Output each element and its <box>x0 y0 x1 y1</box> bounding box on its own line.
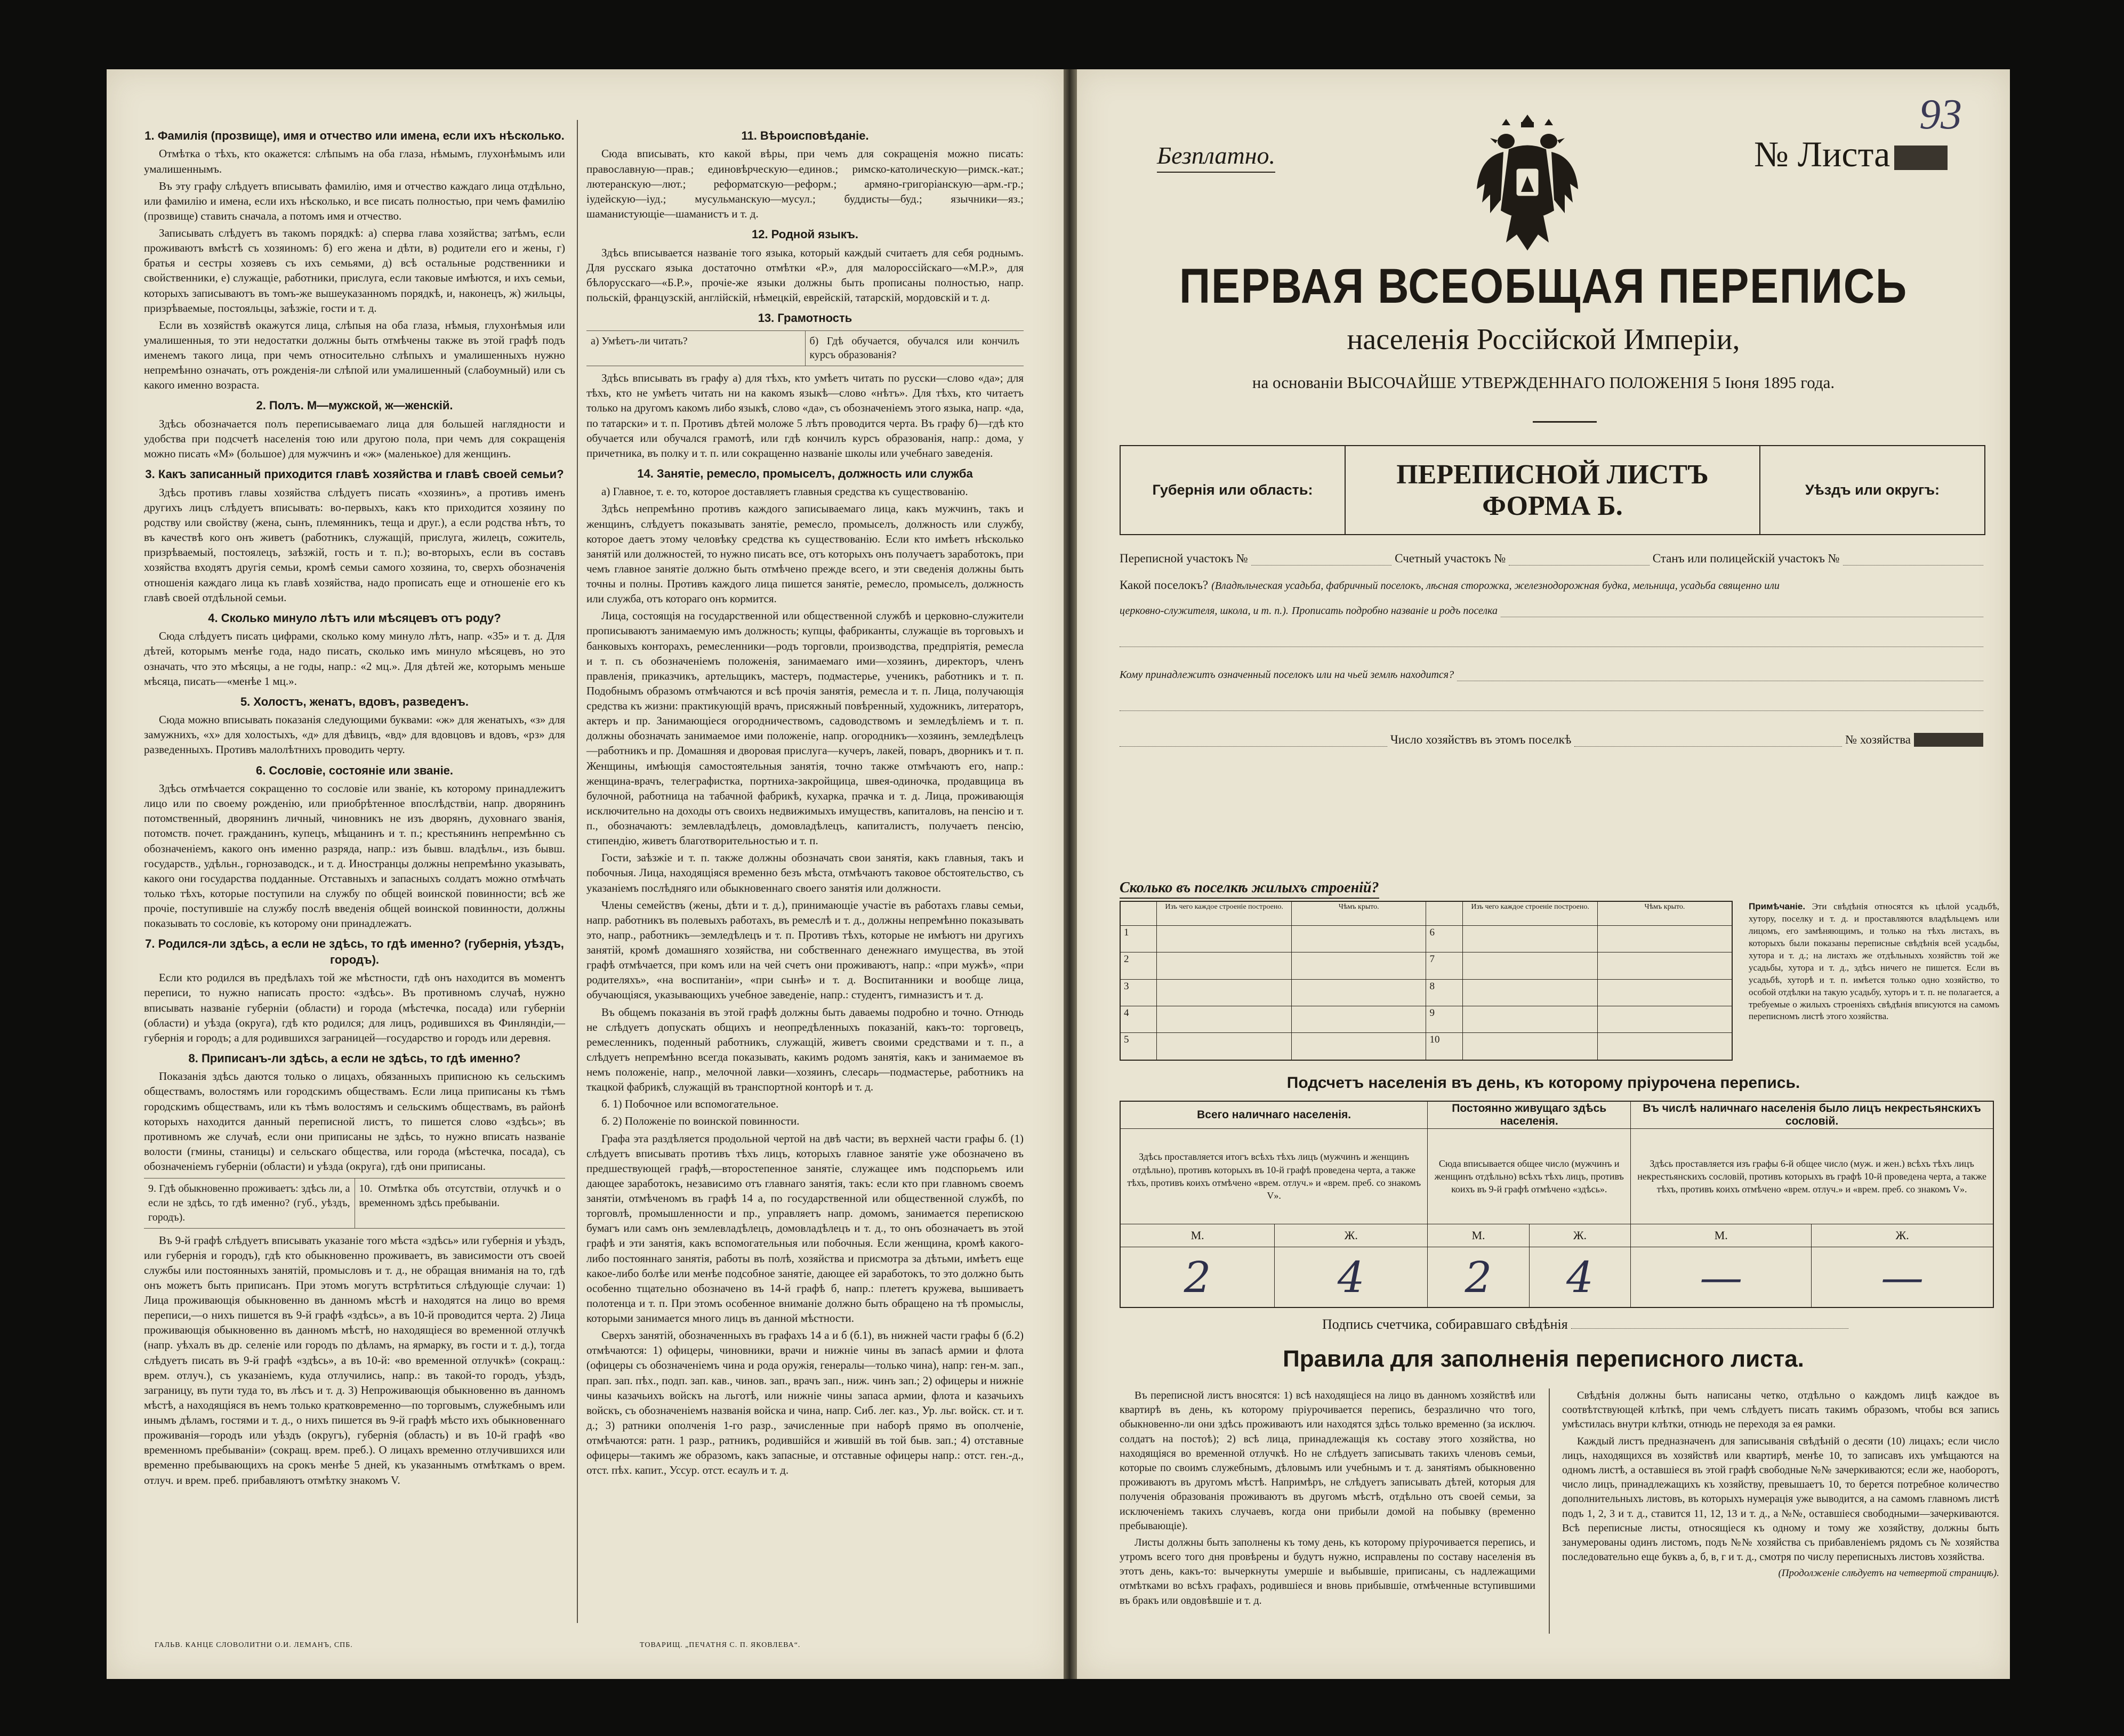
count-sex-label: М. <box>1428 1224 1529 1247</box>
continuation-note: (Продолженіе слѣдуетъ на четвертой страницѣ). <box>1778 1568 1999 1579</box>
struct-cell[interactable] <box>1157 1006 1292 1032</box>
struct-row-num: 2 <box>1120 952 1157 979</box>
census-title: ПЕРВАЯ ВСЕОБЩАЯ ПЕРЕПИСЬ <box>1179 259 1908 313</box>
right-page <box>1077 69 2010 1679</box>
settlement-hint-2: церковно-служителя, школа, и т. п.). <box>1120 605 1289 617</box>
struct-cell[interactable] <box>1463 926 1598 952</box>
struct-cell[interactable] <box>1291 952 1426 979</box>
owner-line <box>1120 669 1983 681</box>
count-value-nonpeasant-male[interactable]: — <box>1631 1247 1812 1308</box>
struct-header: Изъ чего каждое строеніе построено. <box>1157 901 1292 926</box>
section-6 <box>144 763 565 931</box>
settlement-field[interactable] <box>1501 607 1983 617</box>
section-heading: 7. Родился-ли здѣсь, а если не здѣсь, то гдѣ именно? (губернія, уѣздъ, городъ). <box>145 937 564 966</box>
settlement-line <box>1120 578 1983 592</box>
struct-cell[interactable] <box>1597 926 1732 952</box>
count-description: Здѣсь проставляется итогъ всѣхъ тѣхъ лицъ (мужчинъ и женщинъ отдѣльно), противъ которыхъ въ 10-й графѣ проведена черта, а также тѣхъ, противъ коихъ отмѣчено «врем. отлуч.» и «врем. преб. со знакомъ V». <box>1120 1129 1428 1224</box>
literacy-a: а) Умѣетъ-ли читать? <box>591 335 688 347</box>
note-text: Эти свѣдѣнія относятся къ цѣлой усадьбѣ, хутору, поселку и т. д. и проставляются владѣльцемъ или лицомъ, его замѣняющимъ, и только на тѣхъ листахъ, въ которыхъ были показаны переписные свѣдѣнія всей усадьбы, хутора и т. д.; на листахъ же отдѣльныхъ хозяйствъ той же усадьбы, хутора и т. д., здѣсь ничего не пишется. Если въ усадьбѣ, хуторѣ и т. п. имѣется только одно хозяйство, то особой отдѣлки на такую усадьбу, хуторъ и т. п. не полагается, а требуемые о жилыхъ строеніяхъ свѣдѣнія вписуются на самомъ переписномъ листѣ этого хозяйства. <box>1749 901 1999 1022</box>
struct-row <box>1120 979 1732 1006</box>
blank-line <box>1120 701 1983 711</box>
struct-row-num: 9 <box>1426 1006 1463 1032</box>
section-paragraph: Лица, состоящія на государственной или общественной службѣ и церковно-служители прописываютъ занимаемую имъ должность; купцы, фабриканты, служащіе въ торговыхъ и банковыхъ конторахъ, ремесленники—родъ торговли, производства, предпріятія, ремесла и т. п. съ обозначеніемъ положенія, занимаемаго ими—хозяинъ, директоръ, членъ правленія, приказчикъ, артельщикъ, мастеръ, подмастерье, ученикъ, работникъ и т. п. Подобнымъ образомъ отмѣчаются и всѣ прочія занятія, ремесла и т. п. Лица, получающія средства къ жизни: практикующій врачъ, присяжный повѣренный, художникъ, литераторъ, актеръ и пр. Занимающіеся огородничествомъ, садоводствомъ и земледѣліемъ и т. п. должны обозначать занимаемое ими положеніе, напр. огородникъ—хозяинъ, земледѣлецъ—работникъ и пр. Домашняя и дворовая прислуга—кучеръ, лакей, поваръ, дворникъ и т. п. Женщины, имѣющія самостоятельныя занятія, точно также отмѣчаютъ его, напр.: женщина-врачъ, телеграфистка, портниха-закройщица, швея-одиночка, продавщица въ булочной, работница на табачной фабрикѣ, кухарка, прачка и т. д. Лица, проживающія исключительно на доходы отъ своихъ недвижимыхъ имуществъ, капиталовъ, на пенсію и т. п., обозначаютъ: землевладѣлецъ, домовладѣлецъ, капиталистъ, получаетъ пенсію, стипендію, живетъ благотворительностью и т. п. <box>586 609 1024 847</box>
structures-title: Сколько въ поселкѣ жилыхъ строеній? <box>1120 879 1379 896</box>
book-gutter <box>1064 69 1077 1679</box>
gubernia-field[interactable] <box>1121 446 1345 534</box>
section-8 <box>144 1051 565 1174</box>
blank-line <box>1120 637 1983 647</box>
count-header: Всего наличнаго населенія. <box>1120 1101 1428 1129</box>
struct-row-num: 1 <box>1120 926 1157 952</box>
form-title-cell <box>1345 446 1759 534</box>
form-variant: ФОРМА Б. <box>1482 490 1623 521</box>
section-9-10-header <box>144 1178 565 1228</box>
section-heading: 1. Фамилія (прозвище), имя и отчество или имена, если ихъ нѣсколько. <box>144 129 565 142</box>
census-subtitle: населенія Россійской Имперіи, <box>1347 323 1740 356</box>
population-count-title: Подсчетъ населенія въ день, къ которому пріурочена перепись. <box>1286 1074 1800 1092</box>
struct-cell[interactable] <box>1463 952 1598 979</box>
count-description: Здѣсь проставляется изъ графы 6-й общее число (муж. и жен.) всѣхъ тѣхъ лицъ некрестьянскихъ сословій, противъ которыхъ въ графѣ 10-й проведена черта, а также тѣхъ, противъ коихъ отмѣчено «врем. отлуч.» и «врем. преб. со знакомъ V». <box>1631 1129 1993 1224</box>
counting-district-field[interactable] <box>1509 555 1649 566</box>
struct-num-col <box>1120 901 1157 926</box>
structures-table <box>1120 901 1733 1061</box>
settlement-field-continued[interactable] <box>1120 637 1983 647</box>
section-paragraph: Въ эту графу слѣдуетъ вписывать фамилію, имя и отчество каждаго лица отдѣльно, или фамилію и имена, если ихъ нѣсколько, и все писать полностью, при чемъ фамилію (прозвище) ставить сначала, а потомъ имя и отчество. <box>144 179 565 222</box>
struct-cell[interactable] <box>1291 1006 1426 1032</box>
section-paragraph: Члены семействъ (жены, дѣти и т. д.), принимающіе участіе въ работахъ главы семьи, напр. работникъ въ полевыхъ работахъ, въ ремеслѣ и т. д., должны непремѣнно показывать это, напр., работникъ—земледѣлецъ и т. п. Противъ тѣхъ, которые не имѣютъ ни другихъ занятій, кромѣ домашняго хозяйства, ни собственнаго денежнаго имущества, въ этой графѣ отмѣчается, при комъ или на чей счетъ они проживаютъ, напр.: «при мужѣ», «при родителяхъ», «на воспитаніи», «при сынѣ» и т. д. Воспитанники и вообще лица, обучающіяся, указывающихъ учебное заведеніе, напр.: студентъ, гимназистъ и т. д. <box>586 898 1024 1002</box>
struct-cell[interactable] <box>1597 979 1732 1006</box>
population-count-table <box>1120 1101 1994 1308</box>
redacted-mark <box>1894 146 1948 170</box>
household-no-label: № хозяйства <box>1845 733 1911 746</box>
owner-label: Кому принадлежитъ означенный поселокъ или на чьей землѣ находится? <box>1120 669 1454 681</box>
section-heading: 6. Сословіе, состояніе или званіе. <box>255 763 454 777</box>
section-paragraph: Сверхъ занятій, обозначенныхъ въ графахъ 14 а и б (б.1), въ нижней части графы б (б.2) отмѣчаются: 1) офицеры, чиновники, врачи и нижніе чины въ запасѣ армии и флота (офицеры съ обозначеніемъ чина и рода оружія, генералы—только чина), напр: ген-м. зап., прап. зап. пѣх., подп. зап. кав., чинов. зап., врачъ зап., ниж. чинъ зап.; 2) офицеры и нижніе чины казачьихъ войскъ на льготѣ, или нижніе чины запаса армии, флота и казачьихъ войскъ, съ обозначеніемъ названія войска и чина, напр. Сиб. лег. каз., Ур. льг. войск. ст. и т. д.; 3) ратники ополченія 1-го разр., зачисленные при наборѣ прямо въ ополченіе, отмѣчаются: ратн. 1 разр., ратникъ, родившійся и жившій въ той быв. зап.; 4) отставные офицеры—такимъ же образомъ, какъ запасные, и отставные офицеры напр.: отст. ген.-д., отст. пѣх. капит., Уссур. отст. есаулъ и т. д. <box>586 1329 1024 1477</box>
section-1 <box>144 128 565 392</box>
owner-field-continued[interactable] <box>1120 701 1983 711</box>
section-paragraph: Показанія здѣсь даются только о лицахъ, обязанныхъ приписною къ сельскимъ обществамъ, волостямъ или городскимъ обществамъ. Если лица приписаны къ тѣмъ городскимъ обществамъ, или къ тѣмъ волостямъ и сельскимъ обществамъ, въ районѣ которыхъ находится данный переписной листъ, то пишется слово «здѣсь»; въ противномъ же случаѣ, если они приписаны не здѣсь, то нужно вписать названіе волости (гмины, станицы) и сельскаго общества, или города (мѣстечка, посада), съ обозначеніемъ губерніи (области) и уѣзда (округа), гдѣ они приписаны. <box>144 1070 565 1173</box>
stan-field[interactable] <box>1843 555 1983 566</box>
uezd-field[interactable] <box>1759 446 1984 534</box>
struct-cell[interactable] <box>1157 1033 1292 1060</box>
section-paragraph: Сюда можно вписывать показанія следующими буквами: «ж» для женатыхъ, «з» для замужнихъ, «х» для холостыхъ, «д» для дѣвицъ, «вд» для вдовцовъ и вдовъ, «рз» для разведенныхъ. Противъ малолѣтнихъ проводить черту. <box>144 713 565 756</box>
struct-header: Чѣмъ крыто. <box>1291 901 1426 926</box>
left-page <box>107 69 1064 1679</box>
settlement-hint-3: Прописать подробно названіе и родъ поселка <box>1291 605 1498 617</box>
handwritten-page-number: 93 <box>1919 91 1962 138</box>
section-paragraph: Здѣсь противъ главы хозяйства слѣдуетъ писать «хозяинъ», а противъ именъ другихъ лицъ слѣдуетъ вписывать: во-первыхъ, какъ кто приходится хозяину по родству или свойству (жена, сынъ, племянникъ, теща и друг.), а если родства нѣтъ, то въ качествѣ кого онъ живетъ (работникъ, служащій, прислуга, жилецъ, сожитель, призрѣваемый, постоялецъ, заѣзжій, гость и т. п.); во-вторыхъ, если въ составъ хозяйства входятъ другія семьи, кромѣ семьи самого хозяина, то, сверхъ обозначенія отношенія каждаго лица къ главѣ хозяйства, надо прописать еще и отношеніе его къ главѣ своей отдѣльной семьи. <box>144 486 565 604</box>
section-paragraph: Здѣсь непремѣнно противъ каждого записываемаго лица, какъ мужчинъ, такъ и женщинъ, слѣдуетъ показывать занятіе, ремесло, промыселъ, должность или службу, которое даетъ этому человѣку средства къ существованію. Если кто имѣетъ нѣсколько занятій или должностей, то нужно писать все, отъ которыхъ онъ получаетъ заработокъ, при чемъ главное занятіе должно быть отмѣчено прежде всего, и эти сведенія должны быть точны и полны. Противъ каждого лица пишется занятіе, ремесло, промыселъ, должность или служба, отъ котораго онъ кормится. <box>586 502 1024 605</box>
section-9-10-text: Въ 9-й графѣ слѣдуетъ вписывать указаніе того мѣста «здѣсь» или губернія и уѣздъ, или губернія и городъ), гдѣ кто обыкновенно проживаетъ, въ зависимости отъ своей службы или постоянныхъ занятій, промысловъ и т. д., не обращая вниманія на то, гдѣ онъ можетъ быть приписанъ. При этомъ могутъ встрѣтиться слѣдующіе случаи: 1) Лица проживающія обыкновенно въ данномъ мѣстѣ и находятся на лицо во время переписи,—о нихъ пишется въ 9-й графѣ «здѣсь», а въ 10-й проводится черта. 2) Лица проживающія обыкновенно въ данномъ мѣстѣ, но находящіеся во временной отлучкѣ (напр. уѣхалъ въ др. селеніе или городъ по дѣламъ, на ярмарку, въ гости и т. д.), тогда слѣдуетъ писать въ 9-й графѣ «здѣсь», а въ 10-й: «во временной отлучкѣ» (сокращ.: врем. отлуч.), съ указаніемъ, куда отлучились, напр.: въ такой-то городъ, уѣздъ, заграницу, въ пути туда то, въ лѣсъ и т. д. 3) Непроживающія обыкновенно въ данномъ мѣстѣ, а находящіяся въ немъ только кратковременно—по торговымъ, служебнымъ или инымъ дѣламъ, гостями и т. д., о нихъ пишется въ 9-й графѣ мѣсто ихъ обыкновеннаго проживанія—городъ или уѣздъ (округъ), губернія (область) и въ 10-й графѣ «во временномъ пребываніи» (сокращ. врем. преб.). О лицахъ временно отлучившихся или временно пребывающихъ на срокъ менѣе 5 дней, къ указаннымъ отмѣткамъ о врем. отлуч. и врем. преб. прибавляютъ отмѣтку знакомъ V. <box>144 1233 565 1487</box>
instructions-column-1 <box>144 123 565 1490</box>
counting-district-label: Счетный участокъ № <box>1395 552 1506 565</box>
households-field[interactable] <box>1574 737 1842 747</box>
struct-cell[interactable] <box>1291 926 1426 952</box>
struct-row-num: 3 <box>1120 979 1157 1006</box>
struct-cell[interactable] <box>1157 979 1292 1006</box>
rules-paragraph: Свѣдѣнія должны быть написаны четко, отдѣльно о каждомъ лицѣ каждое въ соотвѣтствующей клѣткѣ, при чемъ слѣдуетъ писать такимъ образомъ, чтобы вся запись умѣстилась внутри клѣтки, отнюдь не переходя за ея рамки. <box>1562 1390 1999 1431</box>
struct-row-num: 8 <box>1426 979 1463 1006</box>
section-paragraph: Отмѣтка о тѣхъ, кто окажется: слѣпымъ на оба глаза, нѣмымъ, глухонѣмымъ или умалишеннымъ. <box>144 147 565 175</box>
section-paragraph: Здѣсь обозначается полъ переписываемаго лица для большей наглядности и удобства при подсчетѣ населенія тою или другою пола, при чемъ для сокращенія можно писать «М» (большое) для мужчинъ и «ж» (маленькое) для женщинъ. <box>144 417 565 461</box>
struct-cell[interactable] <box>1463 1006 1598 1032</box>
section-paragraph: Если въ хозяйствѣ окажутся лица, слѣпыя на оба глаза, нѣмыя, глухонѣмыя или умалишенныя, то эти недостатки должны быть отмѣчены также въ этой графѣ подъ именемъ такого лица, при чемъ относительно слѣпыхъ и умалишенныхъ нужно непремѣнно означать, отъ рожденія-ли слѣпой или умалишенный (слабоумный) или съ какого именно возраста. <box>144 318 565 392</box>
sheet-number-label: № Листа <box>1754 134 1890 174</box>
count-value-resident-male[interactable]: 2 <box>1428 1247 1529 1308</box>
section-heading: 4. Сколько минуло лѣтъ или мѣсяцевъ отъ роду? <box>208 611 501 625</box>
households-lead <box>1120 737 1387 747</box>
stan-label: Станъ или полицейскій участокъ № <box>1652 552 1840 565</box>
literacy-b: б) Гдѣ обучается, обучался или кончилъ курсъ образованія? <box>805 331 1024 366</box>
sheet-number <box>1754 133 1948 175</box>
note-label: Примѣчаніе. <box>1749 901 1806 911</box>
section-paragraph: а) Главное, т. е. то, которое доставляетъ главныя средства къ существованію. <box>601 485 968 498</box>
struct-cell[interactable] <box>1157 926 1292 952</box>
count-header: Постоянно живущаго здѣсь населенія. <box>1428 1101 1631 1129</box>
count-sex-label: Ж. <box>1275 1224 1428 1247</box>
section-heading: 5. Холостъ, женатъ, вдовъ, разведенъ. <box>240 695 469 708</box>
section-heading: 13. Грамотность <box>758 311 852 325</box>
section-paragraph: Если кто родился въ предѣлахъ той же мѣстности, гдѣ онъ находится въ моментъ переписи, то нужно написать просто: «здѣсь». Въ противномъ случаѣ, нужно вписывать названіе губерніи (области) и города (мѣстечка, посада) или губерніи (области) и уѣзда (округа), гдѣ кто родился; для лицъ, родившихся въ Финляндіи,—губернія и городъ; а для родившихся заграницей—государство и городъ или деревня. <box>144 971 565 1044</box>
struct-row <box>1120 1006 1732 1032</box>
struct-cell[interactable] <box>1597 1006 1732 1032</box>
count-value-resident-female[interactable]: 4 <box>1529 1247 1630 1308</box>
rules-title: Правила для заполненія переписного листа. <box>1283 1346 1804 1372</box>
count-sex-label: М. <box>1120 1224 1275 1247</box>
struct-row <box>1120 926 1732 952</box>
section-heading: 14. Занятіе, ремесло, промыселъ, должность или служба <box>637 466 973 480</box>
struct-cell[interactable] <box>1597 1033 1732 1060</box>
rules-paragraph: Въ переписной листъ вносятся: 1) всѣ находящіеся на лицо въ данномъ хозяйствѣ или квартирѣ въ день, къ которому пріурочивается перепись, безразлично что того, обыкновенно-ли они здѣсь проживаютъ или находятся здѣсь только временно (за исключ. солдатъ на постоѣ); 2) всѣ лица, принадлежащія къ составу этого хозяйства, но находящіяся во временной отлучкѣ. Но не слѣдуетъ записывать такихъ членовъ семьи, которые по своимъ служебнымъ, дѣловымъ или учебнымъ и т. д. занятіямъ обыкновенно проживаютъ въ другомъ мѣстѣ. Напримѣръ, не слѣдуетъ записывать дѣтей, которыя для полученія образованія проживаютъ въ другомъ мѣстѣ, отдѣльно отъ своей семьи, за исключеніемъ такихъ случаевъ, когда они прибыли домой на побывку (временно пребывающіе). <box>1120 1390 1535 1532</box>
section-paragraph: Гости, заѣзжіе и т. п. также должны обозначать свои занятія, какъ главныя, такъ и побочныя. Лица, находящіяся временно безъ мѣста, отмѣчаютъ таковое обстоятельство, съ указаніемъ послѣдняго или обыкновеннаго своего занятія или должности. <box>586 851 1024 894</box>
households-line <box>1120 733 1983 747</box>
struct-row-num: 4 <box>1120 1006 1157 1032</box>
count-description: Сюда вписывается общее число (мужчинъ и женщинъ отдѣльно) всѣхъ тѣхъ лицъ, противъ коихъ въ 9-й графѣ отмѣчено «здѣсь». <box>1428 1129 1631 1224</box>
census-district-label: Переписной участокъ № <box>1120 552 1248 565</box>
struct-row-num: 5 <box>1120 1033 1157 1060</box>
struct-cell[interactable] <box>1291 979 1426 1006</box>
form-header-box <box>1120 445 1985 535</box>
section-7 <box>144 936 565 1045</box>
free-label: Безплатно. <box>1157 142 1276 169</box>
section-heading: 11. Вѣроисповѣданіе. <box>741 129 869 142</box>
struct-row-num: 7 <box>1426 952 1463 979</box>
uezd-label: Уѣздъ или округъ: <box>1805 482 1940 498</box>
section-9-heading: 9. Гдѣ обыкновенно проживаетъ: здѣсь ли, а если не здѣсь, то гдѣ именно? (губ., уѣздъ, городъ). <box>148 1183 350 1223</box>
struct-cell[interactable] <box>1597 952 1732 979</box>
settlement-label: Какой поселокъ? <box>1120 578 1209 592</box>
count-value-present-female[interactable]: 4 <box>1275 1247 1428 1308</box>
section-paragraph: Сюда слѣдуетъ писать цифрами, сколько кому минуло лѣтъ, напр. «35» и т. д. Для дѣтей, которымъ менѣе года, надо писать, сколько имъ минуло мѣсяцевъ, но это означать, что это мѣсяцы, а не годы, напр.: «2 мц.». Для дѣтей же, которымъ меньше мѣсяца, писать—«менѣе 1 мц.». <box>144 629 565 688</box>
section-heading: 3. Какъ записанный приходится главѣ хозяйства и главѣ своей семьи? <box>145 467 564 481</box>
count-sex-label: М. <box>1631 1224 1812 1247</box>
struct-header: Чѣмъ крыто. <box>1597 901 1732 926</box>
rules-paragraph: Листы должны быть заполнены къ тому день, къ которому пріурочивается перепись, и утромъ всего того дня провѣрены и будутъ нужно, исправлены по составу населенія въ этотъ день, какъ-то: вычеркнуты умершіе и выбывшіе, приписаны, съ надлежащими отмѣтками во всѣхъ графахъ, родившіеся и вновь прибывшіе, отмѣченные вступившими въ бракъ или овдовѣвшіе и т. д. <box>1120 1536 1535 1606</box>
struct-header: Изъ чего каждое строеніе построено. <box>1463 901 1598 926</box>
gubernia-label: Губернія или область: <box>1152 482 1313 498</box>
instructions-column-2 <box>586 123 1024 1480</box>
section-paragraph: Здѣсь вписывается названіе того языка, который каждый считаетъ для себя роднымъ. Для русскаго языка достаточно отмѣтки «Р.», для малороссійскаго—«М.Р.», для бѣлорусскаго—«Б.Р.», прочіе-же языки должны быть прописаны полностью, напр. польскій, французскій, англійскій, нѣмецкій, еврейскій, татарскій, мордовскій и т. д. <box>586 246 1024 304</box>
title-rule <box>1533 421 1597 423</box>
section-paragraph: Графа эта раздѣляется продольной чертой на двѣ части; въ верхней части графы б. (1) слѣдуетъ вписывать противъ тѣхъ лицъ, которыхъ главное занятіе уже обозначено въ предшествующей графѣ,—второстепенное занятіе, служащее имъ подспорьемъ или дающее заработокъ, независимо отъ главнаго занятія, такъ: если кто при главномъ своемъ занятіи, отмѣченомъ въ графѣ 14 а, по государственной или общественной службѣ, по торговлѣ, промышленности и пр., управляетъ напр. домомъ, занимается перепискою бумагъ или самъ онъ землевладѣлецъ, домовладѣлецъ и т. д., то онъ обозначаетъ въ этой графѣ и эти занятія, какъ вспомогательныя или побочныя. Если женщина, кромѣ какого-либо постояннаго занятія, работы въ полѣ, хозяйства и присмотра за дѣтьми, имѣетъ еще какое-либо болѣе или менѣе подсобное занятіе, дающее ей заработокъ, то это должно быть особенно тщательно обозначено въ 14-й графѣ б, напр.: плететъ кружева, вышиваетъ полотенца и т. п. При этомъ особенное вниманіе должно быть обращено на тѣ промыслы, которыми занимается много лицъ въ данной мѣстности. <box>586 1132 1024 1325</box>
section-paragraph: Сюда вписывать, кто какой вѣры, при чемъ для сокращенія можно писать: православную—прав.; единовѣрческую—единов.; римско-католическую—римск.-кат.; лютеранскую—лют.; реформатскую—реформ.; армяно-григоріанскую—арм.-гр.; іудейскую—іуд.; мусульманскую—мусул.; буддисты—буд.; язычники—яз.; шаманистующіе—шаманистъ и т. д. <box>586 147 1024 220</box>
count-sex-label: Ж. <box>1529 1224 1630 1247</box>
count-sex-label: Ж. <box>1812 1224 1993 1247</box>
settlement-hint: (Владѣльческая усадьба, фабричный поселокъ, лѣсная сторожка, железнодорожная будка, мельница, усадьба священно или <box>1211 580 1780 592</box>
enumerator-signature-line <box>1322 1317 1848 1333</box>
rules-column-2 <box>1562 1388 1999 1580</box>
section-paragraph: Въ общемъ показанія въ этой графѣ должны быть даваемы подробно и точно. Отнюдь не слѣдуетъ допускать общихъ и неопредѣленныхъ показаній, какъ-то: торговецъ, ремесленникъ, поденный работникъ, служащій, живетъ своими средствами и т. п., а слѣдуетъ непремѣнно всегда показывать, какимъ родомъ занятія, какъ и занимаемое въ немъ положеніе, напр., мелочной лавки—хозяинъ, слесарь—подмастерье, работникъ на ткацкой фабрикѣ, служащій въ транспортной конторѣ и т. д. <box>586 1005 1024 1094</box>
printer-imprint: ГАЛЬВ. КАНЦЕ СЛОВОЛИТНИ О.И. ЛЕМАНЪ, СПБ. <box>155 1641 353 1649</box>
households-label: Число хозяйствъ въ этомъ поселкѣ <box>1390 733 1572 746</box>
rules-paragraph: Каждый листъ предназначенъ для записыванія свѣдѣній о десяти (10) лицахъ; если число лицъ, находящихся въ хозяйствѣ или квартирѣ, менѣе 10, то записавъ ихъ умѣщаются на одномъ листѣ, а оставшіеся въ этой графѣ свободные №№ зачеркиваются; если же, наоборотъ, число лицъ, принадлежащихъ къ хозяйству, превышаетъ 10, то берется потребное количество дополнительныхъ листовъ, въ которыхъ нумерація уже выводится, а на самомъ главномъ листѣ подъ 1, 2, 3 и т. д., ставится 11, 12, 13 и т. д., а №№, оставшіеся свободными—зачеркиваются. Всѣ переписные листы, относящіеся къ одному и тому же хозяйству, должны быть занумерованы одинъ листомъ, подъ №№ хозяйства съ прибавленіемъ рядомъ съ № хозяйства последовательно еще буквъ а, б, в, г и т. д., смотря по числу переписныхъ листовъ хозяйства. <box>1562 1435 1999 1563</box>
struct-cell[interactable] <box>1291 1033 1426 1060</box>
struct-row <box>1120 952 1732 979</box>
printer-imprint: ТОВАРИЩ. „ПЕЧАТНЯ С. П. ЯКОВЛЕВА“. <box>640 1641 801 1649</box>
section-heading: 12. Родной языкъ. <box>751 228 859 241</box>
section-4 <box>144 610 565 689</box>
count-value-present-male[interactable]: 2 <box>1120 1247 1275 1308</box>
section-10-heading: 10. Отмѣтка объ отсутствіи, отлучкѣ и о временномъ здѣсь пребываніи. <box>355 1178 566 1228</box>
legal-basis: на основаніи ВЫСОЧАЙШЕ УТВЕРЖДЕННАГО ПОЛОЖЕНІЯ 5 Іюня 1895 года. <box>1252 373 1835 392</box>
signature-field[interactable] <box>1571 1328 1848 1329</box>
count-header: Въ числѣ наличнаго населенія было лицъ некрестьянскихъ сословій. <box>1631 1101 1993 1129</box>
section-paragraph: Записывать слѣдуетъ въ такомъ порядкѣ: а) сперва глава хозяйства; затѣмъ, если проживаютъ вмѣстѣ съ хозяиномъ: б) его жена и дѣти, в) родители его и жены, г) братья и сестры хозяевъ съ ихъ семьями, д) всѣ остальные родственники и свойственники, е) служащіе, работники, прислуга, если таковые имѣются, и ихъ семьи, которыхъ записываютъ въ томъ-же вышеуказанномъ порядкѣ, и, наконецъ, ж) жильцы, призрѣваемые, постояльцы, заѣзжіе, гости и т. д. <box>144 227 565 314</box>
double-headed-eagle-icon <box>1474 104 1581 259</box>
struct-row-num: 6 <box>1426 926 1463 952</box>
section-2 <box>144 398 565 461</box>
census-district-field[interactable] <box>1251 555 1391 566</box>
district-line <box>1120 552 1983 566</box>
section-paragraph: Здѣсь отмѣчается сокращенно то сословіе или званіе, къ которому принадлежитъ лицо или по своему рожденію, или приобрѣтенное впослѣдствіи, напр. дворянинъ потомственный, дворянинъ личный, чиновникъ не изъ дворянъ, духовнаго званія, потомств. почет. гражданинъ, купецъ, мѣщанинъ и т. п.; крестьянинъ непремѣнно съ обозначеніемъ, какого онъ именно разряда, напр.: изъ бывш. владѣльч., изъ бывш. государств., удѣльн., горнозаводск., и т. д. Иностранцы должны непремѣнно указывать, какого они государства подданные. Отставныхъ и запасныхъ солдатъ можно отмѣчать только тѣхъ, которые поступили на службу по общей воинской повинности; всѣ же прочіе, поступившіе на службу послѣ введенія общей воинской повинности, должны показывать то сословіе, къ которому они принадлежатъ. <box>144 782 565 930</box>
section-heading: 8. Приписанъ-ли здѣсь, а если не здѣсь, то гдѣ именно? <box>188 1051 521 1065</box>
literacy-header <box>586 330 1024 367</box>
struct-num-col <box>1426 901 1463 926</box>
section-5 <box>144 694 565 757</box>
rules-divider <box>1549 1388 1550 1634</box>
subsection-heading: б. 1) Побочное или вспомогательное. <box>601 1097 779 1111</box>
form-title: ПЕРЕПИСНОЙ ЛИСТЪ <box>1396 459 1709 490</box>
count-value-nonpeasant-female[interactable]: — <box>1812 1247 1993 1308</box>
column-divider <box>577 120 578 1623</box>
struct-row-num: 10 <box>1426 1033 1463 1060</box>
signature-label: Подпись счетчика, собиравшаго свѣдѣнія <box>1322 1317 1568 1332</box>
owner-field[interactable] <box>1457 671 1983 681</box>
struct-cell[interactable] <box>1463 1033 1598 1060</box>
struct-cell[interactable] <box>1157 952 1292 979</box>
struct-cell[interactable] <box>1463 979 1598 1006</box>
section-heading: 2. Полъ. М—мужской, ж—женскій. <box>256 399 453 413</box>
redacted-household-number <box>1914 733 1983 747</box>
settlement-line-2 <box>1120 605 1983 617</box>
section-paragraph: Здѣсь вписывать въ графу а) для тѣхъ, кто умѣетъ читать по русски—слово «да»; для тѣхъ, кто не умѣетъ читать ни на какомъ языкѣ—слово «нѣтъ». Для тѣхъ, кто читаетъ только на другомъ какомъ либо языкѣ, слово «да», съ обозначеніемъ этого языка, напр. «да, по татарски» и т. п. Противъ дѣтей моложе 5 лѣтъ проводится черта. Въ графу б)—гдѣ кто обучается или обучался грамотѣ, или гдѣ кончилъ курсъ образованія, напр.: дома, у причетника, въ полку и т. п. или сокращенно названіе школы или учебнаго заведенія. <box>586 372 1024 459</box>
rules-column-1 <box>1120 1388 1535 1610</box>
section-3 <box>144 466 565 604</box>
struct-row <box>1120 1033 1732 1060</box>
structures-note <box>1749 901 1999 1023</box>
subsection-heading: б. 2) Положеніе по воинской повинности. <box>601 1115 800 1128</box>
